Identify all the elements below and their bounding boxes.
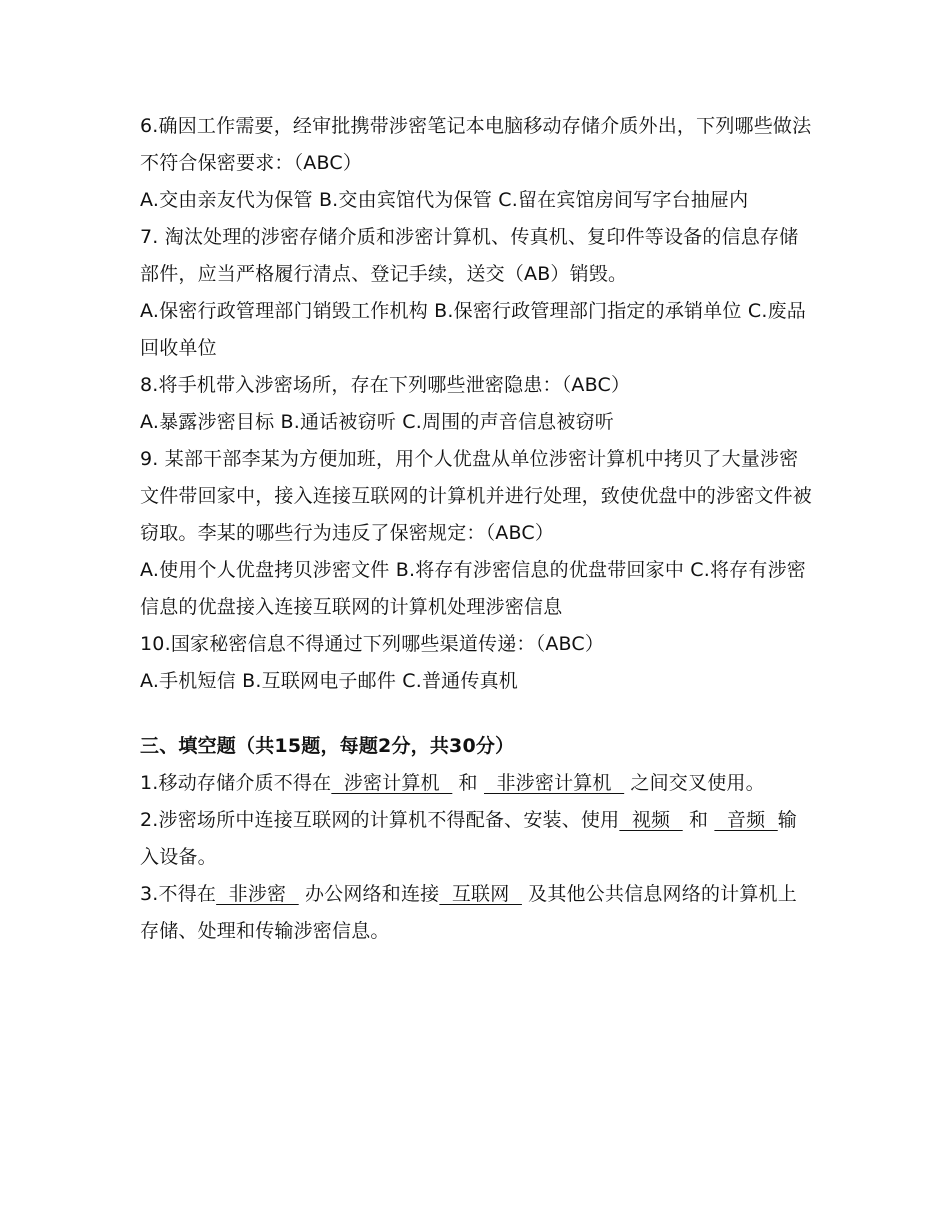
fill-blank-1-text-a: 1.移动存储介质不得在 bbox=[140, 772, 332, 794]
fill-blank-2-text-a: 2.涉密场所中连接互联网的计算机不得配备、安装、使用 bbox=[140, 809, 620, 831]
fill-blank-3-text-a: 3.不得在 bbox=[140, 883, 217, 905]
question-8-options: A.暴露涉密目标 B.通话被窃听 C.周围的声音信息被窃听 bbox=[140, 411, 614, 433]
document-body bbox=[140, 108, 812, 950]
fill-blank-2-text-b: 和 bbox=[682, 809, 715, 831]
question-10-stem: 10.国家秘密信息不得通过下列哪些渠道传递：（ABC） bbox=[140, 633, 605, 655]
fill-blank-3-answer-b: 互联网 bbox=[439, 883, 522, 905]
section-3-title: 三、填空题（共15题，每题2分，共30分） bbox=[140, 735, 515, 757]
fill-blank-3-text-b: 办公网络和连接 bbox=[298, 883, 440, 905]
fill-blank-2-answer-a: 视频 bbox=[619, 809, 683, 831]
question-9-options: A.使用个人优盘拷贝涉密文件 B.将存有涉密信息的优盘带回家中 C.将存有涉密信息的优盘接入连接互联网的计算机处理涉密信息 bbox=[140, 559, 806, 618]
fill-blank-2-text-c: 输入设备。 bbox=[140, 809, 797, 868]
question-6-stem: 6.确因工作需要，经审批携带涉密笔记本电脑移动存储介质外出，下列哪些做法不符合保密要求：（ABC） bbox=[140, 115, 812, 174]
section-spacer bbox=[140, 700, 812, 728]
question-10-options: A.手机短信 B.互联网电子邮件 C.普通传真机 bbox=[140, 670, 518, 692]
fill-blank-1-answer-b: 非涉密计算机 bbox=[484, 772, 625, 794]
fill-blank-1-text-b: 和 bbox=[452, 772, 484, 794]
fill-blank-3-answer-a: 非涉密 bbox=[216, 883, 299, 905]
fill-blank-1 bbox=[140, 765, 812, 802]
fill-blank-2-answer-b: 音频 bbox=[714, 809, 778, 831]
question-7-options: A.保密行政管理部门销毁工作机构 B.保密行政管理部门指定的承销单位 C.废品回收单位 bbox=[140, 300, 806, 359]
question-9-stem: 9. 某部干部李某为方便加班，用个人优盘从单位涉密计算机中拷贝了大量涉密文件带回家中，接入连接互联网的计算机并进行处理，致使优盘中的涉密文件被窃取。李某的哪些行为违反了保密规定：（ABC） bbox=[140, 448, 813, 544]
fill-blank-1-answer-a: 涉密计算机 bbox=[331, 772, 453, 794]
question-8-stem: 8.将手机带入涉密场所，存在下列哪些泄密隐患：（ABC） bbox=[140, 374, 631, 396]
fill-blank-3 bbox=[140, 876, 812, 950]
question-6-options: A.交由亲友代为保管 B.交由宾馆代为保管 C.留在宾馆房间写字台抽屉内 bbox=[140, 189, 749, 211]
question-7-stem: 7. 淘汰处理的涉密存储介质和涉密计算机、传真机、复印件等设备的信息存储部件，应当严格履行清点、登记手续，送交（AB）销毁。 bbox=[140, 226, 799, 285]
fill-blank-3-text-c: 及其他公共信息网络的计算机上存储、处理和传输涉密信息。 bbox=[140, 883, 797, 942]
fill-blank-1-text-c: 之间交叉使用。 bbox=[624, 772, 765, 794]
fill-blank-2 bbox=[140, 802, 812, 876]
